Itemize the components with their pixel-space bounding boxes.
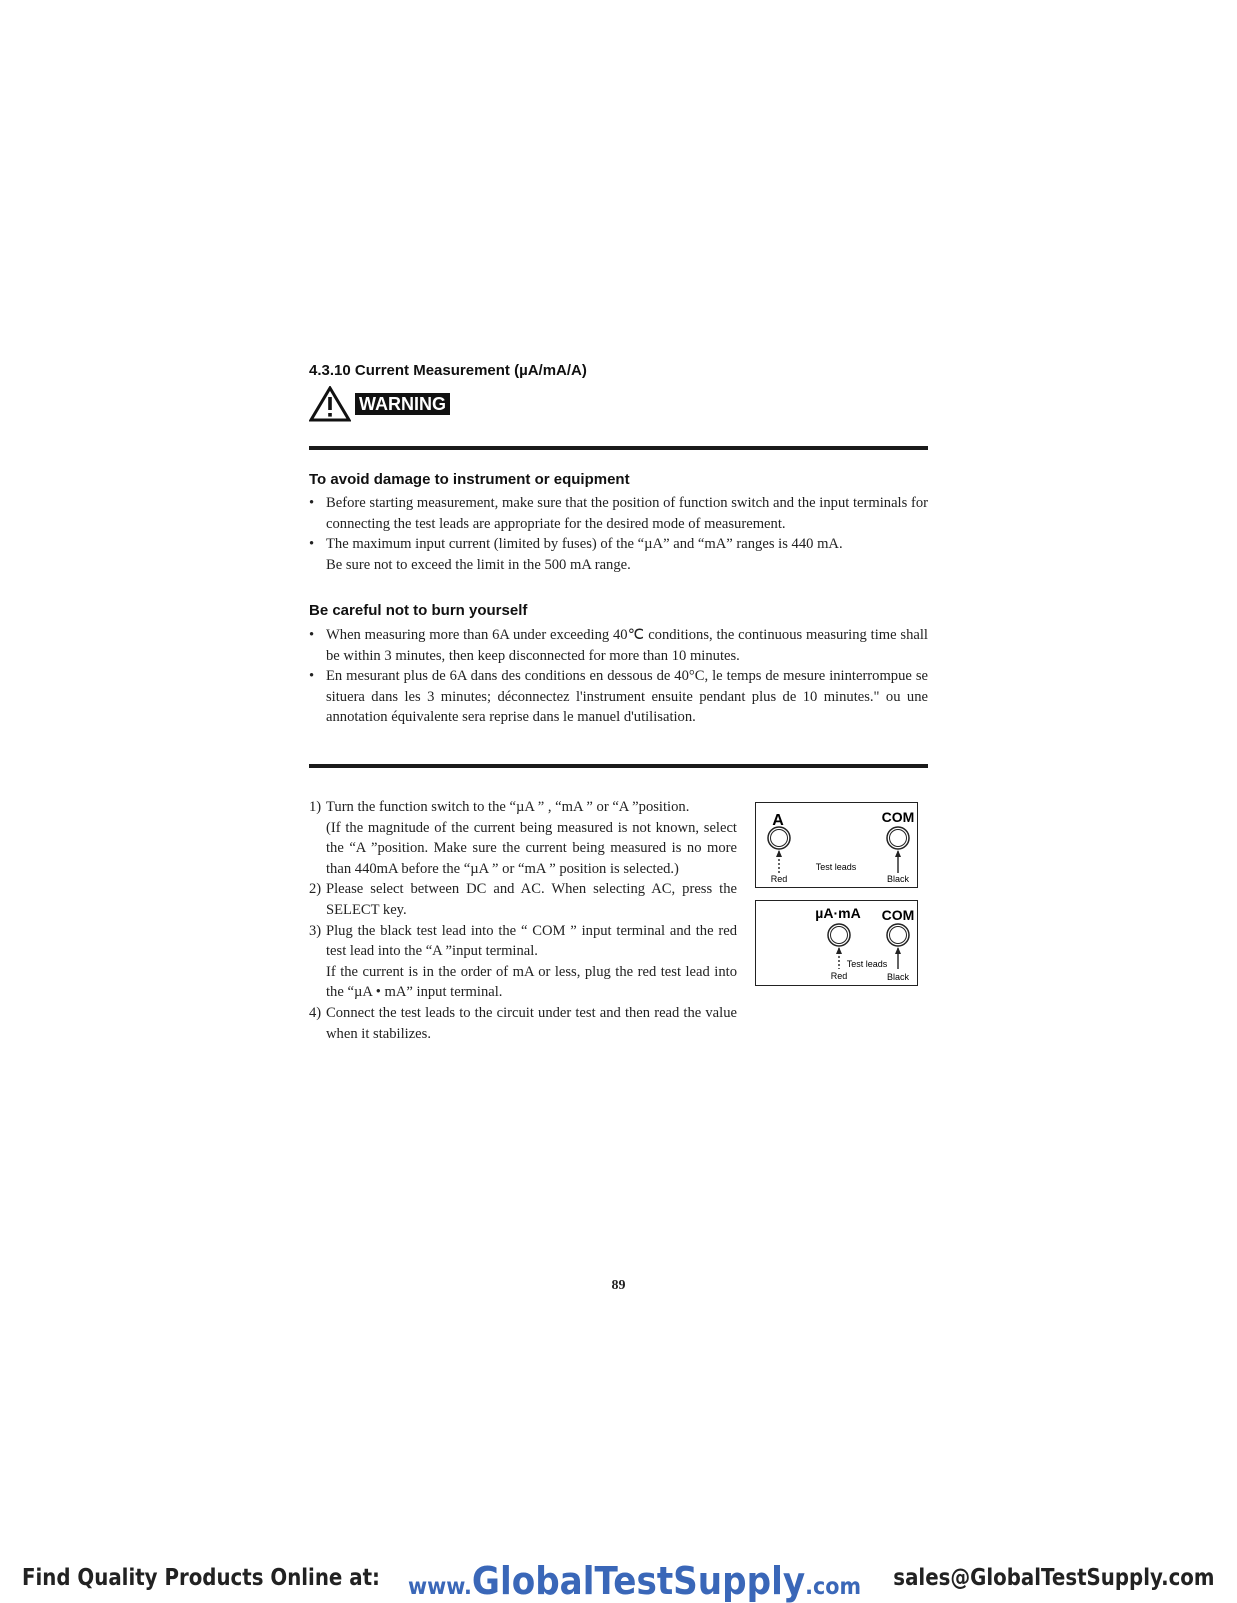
- test-leads-caption: Test leads: [846, 959, 888, 969]
- warning-label: WARNING: [355, 393, 450, 415]
- terminal-com-jack-icon: [887, 827, 909, 849]
- steps-list: [309, 797, 737, 1044]
- avoid-damage-heading: To avoid damage to instrument or equipment: [309, 471, 630, 488]
- list-item: • The maximum input current (limited by fuses) of the “µA” and “mA” ranges is 440 mA.: [309, 534, 928, 555]
- divider-bottom: [309, 764, 928, 768]
- terminal-a-jack-icon: [768, 827, 790, 849]
- burn-list: [309, 625, 928, 728]
- footer-website-link[interactable]: www.GlobalTestSupply.com: [408, 1559, 862, 1603]
- test-leads-caption: Test leads: [815, 862, 857, 872]
- burn-heading: Be careful not to burn yourself: [309, 602, 528, 619]
- terminal-label-ua-ma: µA·mA: [815, 905, 861, 921]
- terminal-label-a: A: [772, 812, 784, 829]
- footer-banner: [0, 1559, 1237, 1603]
- step-item: 1) Turn the function switch to the “µA ” , “mA ” or “A ”position. (If the magnitude of the current being measured is not known, select the “A ”position. Make sure the current being measured is no more than 440mA before the “µA ” or “mA ” position is selected.): [309, 799, 737, 877]
- footer-tagline: Find Quality Products Online at:: [22, 1565, 380, 1591]
- list-item: • When measuring more than 6A under exceeding 40℃ conditions, the continuous measuring time shall be within 3 minutes, then keep disconnected for more than 10 minutes.: [309, 625, 928, 666]
- step-item: 4) Connect the test leads to the circuit under test and then read the value when it stabilizes.: [309, 1004, 737, 1042]
- warning-triangle-icon: [309, 386, 351, 422]
- list-item: • En mesurant plus de 6A dans des conditions en dessous de 40°C, le temps de mesure ininterrompue se situera dans les 3 minutes; déconnectez l'instrument ensuite pendant plus de 10 minutes." ou une annotation équivalente sera reprise dans le manuel d'utilisation.: [309, 666, 928, 728]
- terminal-ua-ma-jack-icon: [828, 924, 850, 946]
- step-item: 2) Please select between DC and AC. When selecting AC, press the SELECT key.: [309, 881, 737, 918]
- red-lead-label: Red: [770, 874, 788, 884]
- avoid-damage-list: [309, 493, 928, 575]
- red-lead-label: Red: [830, 971, 848, 981]
- footer-email-link[interactable]: sales@GlobalTestSupply.com: [893, 1565, 1215, 1591]
- warning-block: [309, 386, 450, 422]
- diagram-ua-ma-terminal: [755, 900, 918, 986]
- section-title: 4.3.10 Current Measurement (µA/mA/A): [309, 362, 587, 379]
- black-lead-label: Black: [886, 972, 910, 982]
- black-lead-label: Black: [886, 874, 910, 884]
- divider-top: [309, 446, 928, 450]
- terminal-label-com: COM: [881, 809, 915, 825]
- terminal-label-com: COM: [881, 907, 915, 923]
- terminal-com-jack-icon: [887, 924, 909, 946]
- page-number: 89: [611, 1278, 626, 1293]
- list-item-continuation: Be sure not to exceed the limit in the 500 mA range.: [326, 556, 631, 573]
- diagram-a-terminal: [755, 802, 918, 888]
- step-item: 3) Plug the black test lead into the “ COM ” input terminal and the red test lead into the “A ”input terminal. If the current is in the order of mA or less, plug the red test lead into the “µA • mA” input terminal.: [309, 922, 737, 1001]
- list-item: • Before starting measurement, make sure that the position of function switch and the input terminals for connecting the test leads are appropriate for the desired mode of measurement.: [309, 493, 928, 534]
